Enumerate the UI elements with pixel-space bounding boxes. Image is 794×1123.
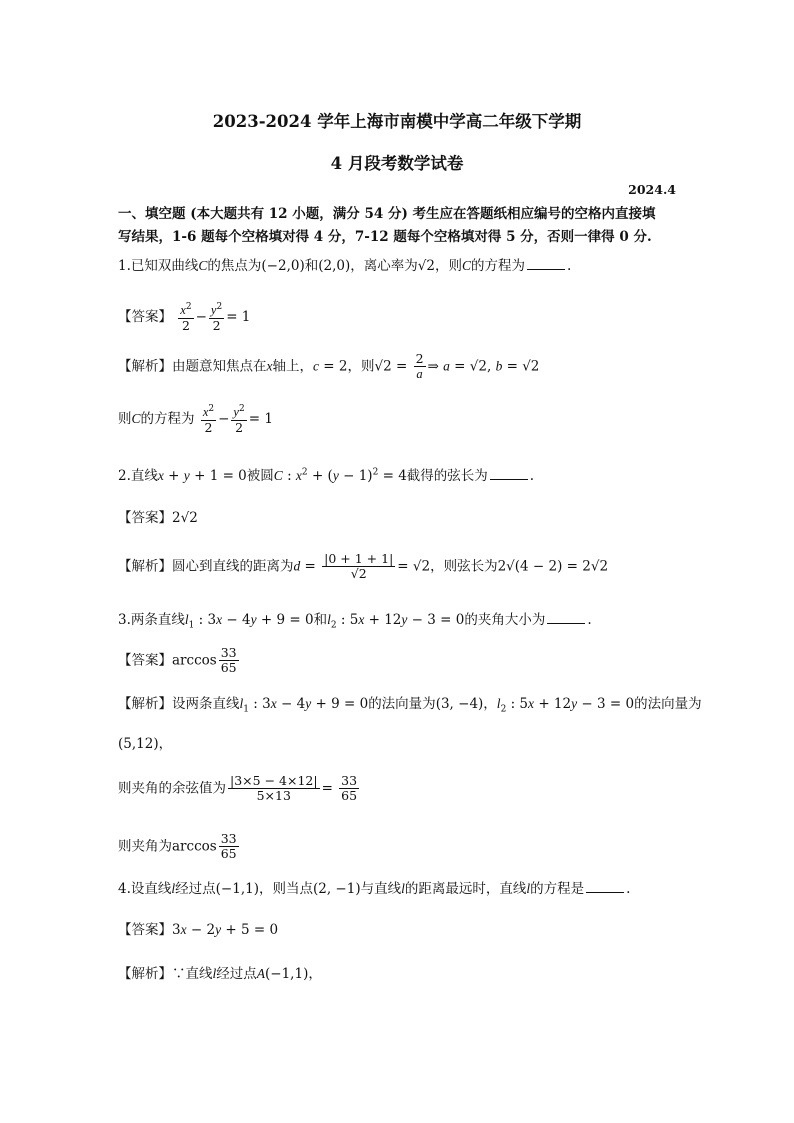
answer-4: 【答案】3x − 2y + 5 = 0 — [118, 922, 279, 938]
question-4: 4.设直线l经过点(−1,1)，则当点(2, −1)与直线l的距离最远时，直线l的方程是 . — [118, 881, 631, 897]
answer-blank — [527, 257, 565, 270]
answer-2: 【答案】2√2 — [118, 510, 198, 526]
answer-blank — [547, 611, 585, 624]
answer-1: 【答案】 $\frac{x^2}{2}$ − $\frac{y^2}{2}$ = 1 — [118, 302, 251, 333]
analysis-2: 【解析】圆心到直线的距离为d = $\frac{|0 + 1 + 1|}{√2}$ = √2，则弦长为2√(4 − 2) = 2√2 — [118, 551, 609, 582]
exam-subtitle: 4 月段考数学试卷 — [330, 154, 464, 173]
analysis-4: 【解析】∵直线l经过点A(−1,1)， — [118, 966, 322, 982]
exam-date: 2024.4 — [628, 182, 676, 197]
analysis-1: 【解析】由题意知焦点在x轴上，c = 2，则√2 = $\frac{2}{a}$ ⇒ a = √2, b = √2 — [118, 351, 540, 382]
conclusion-1: 则C的方程为 $\frac{x^2}{2}$ − $\frac{y^2}{2}$ = 1 — [118, 404, 273, 435]
analysis-3: 【解析】设两条直线$l_1$ : 3x − 4y + 9 = 0的法向量为(3, −4)，$l_2$ : 5x + 12y − 3 = 0的法向量为 — [118, 696, 702, 715]
analysis-3-cosine: 则夹角的余弦值为 $\frac{|3\times 5 - 4\times 12|}{5\times 13}$ = $\frac{33}{65}$ — [118, 773, 358, 804]
answer-3: 【答案】arccos $\frac{33}{65}$ — [118, 645, 237, 676]
exam-title: 2023-2024 学年上海市南模中学高二年级下学期 — [212, 112, 582, 131]
analysis-3-vector: (5,12)， — [118, 736, 173, 752]
question-1: 1.已知双曲线C的焦点为(−2,0)和(2,0)，离心率为√2，则C的方程为 . — [118, 258, 572, 274]
analysis-3-final: 则夹角为arccos $\frac{33}{65}$ — [118, 831, 237, 862]
question-2: 2.直线x + y + 1 = 0被圆C : $x^2 + (y - 1)^2 = 4$截得的弦长为 . — [118, 467, 535, 484]
section-intro-line1: 一、填空题 (本大题共有 12 小题，满分 54 分) 考生应在答题纸相应编号的空格内直接填 — [118, 206, 656, 222]
answer-blank — [586, 880, 624, 893]
answer-blank — [490, 467, 528, 480]
section-intro-line2: 写结果，1-6 题每个空格填对得 4 分，7-12 题每个空格填对得 5 分，否则一律得 0 分. — [118, 229, 652, 245]
question-3: 3.两条直线$l_1$ : 3x − 4y + 9 = 0和$l_2$ : 5x + 12y − 3 = 0的夹角大小为 . — [118, 612, 592, 631]
